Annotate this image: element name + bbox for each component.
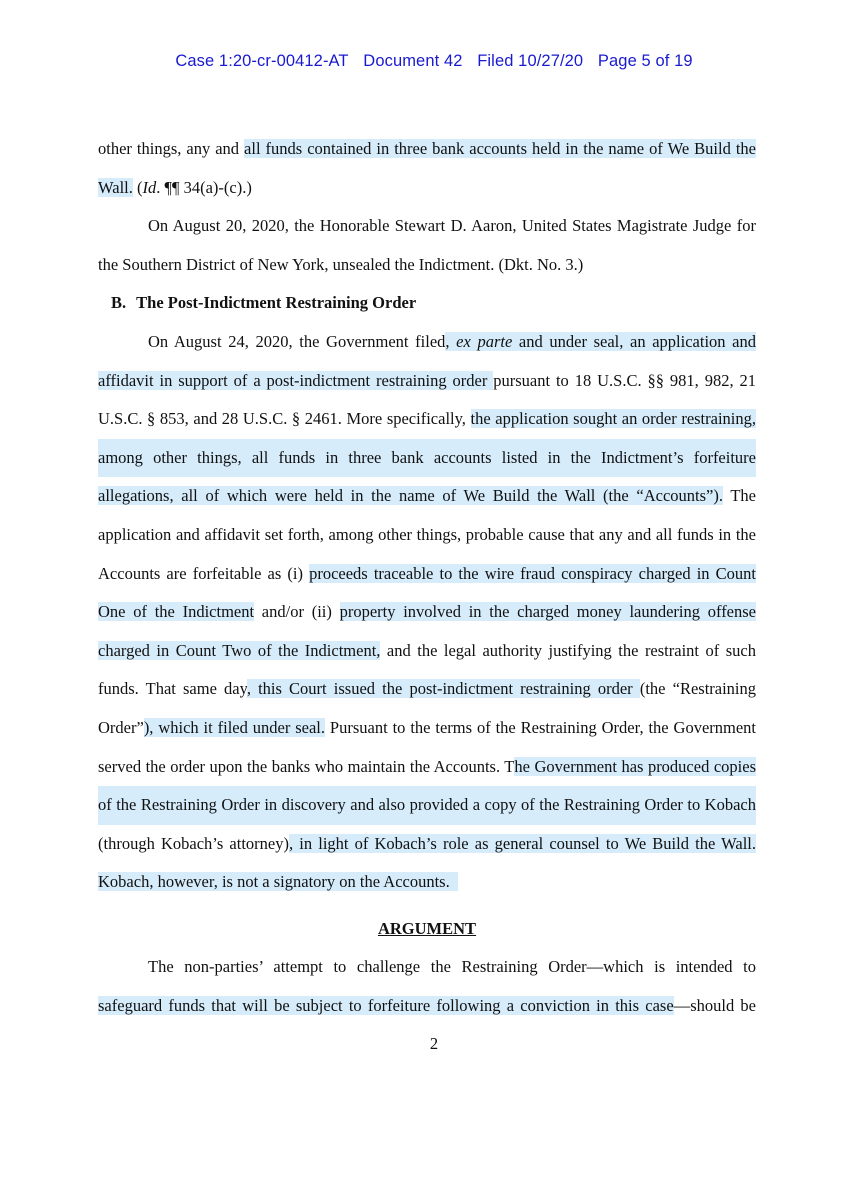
highlighted-text: , ex parte and under seal, an application and	[445, 331, 756, 351]
text-line: One of the Indictment and/or (ii) property involved in the charged money laundering offense	[98, 602, 757, 622]
highlighted-text: the application sought an order restraining,	[470, 409, 757, 429]
text-line: On August 24, 2020, the Government filed, ex parte and under seal, an application and	[148, 331, 756, 351]
highlighted-text: among other things, all funds in three bank accounts listed in the Indictment’s forfeiture	[98, 439, 756, 478]
case-number: Case 1:20-cr-00412-AT	[175, 52, 349, 70]
highlighted-text: he Government has produced copies	[514, 756, 756, 776]
highlighted-text: safeguard funds that will be subject to forfeiture following a conviction in this case	[98, 996, 674, 1016]
document-number: Document 42	[363, 52, 463, 70]
text-line: (through Kobach’s attorney), in light of Kobach’s role as general counsel to We Build the Wall.	[98, 833, 756, 853]
case-header	[0, 52, 868, 71]
highlighted-text: affidavit in support of a post-indictment restraining order	[98, 370, 494, 390]
text-line: The non-parties’ attempt to challenge the Restraining Order—which is intended to	[148, 957, 756, 977]
text-line: safeguard funds that will be subject to forfeiture following a conviction in this case—should be	[98, 996, 756, 1016]
text-line: Order”), which it filed under seal. Pursuant to the terms of the Restraining Order, the Government	[98, 717, 757, 737]
highlighted-text: , in light of Kobach’s role as general counsel to We Build the Wall.	[288, 833, 756, 853]
page-number: 2	[429, 1034, 439, 1053]
highlighted-text: proceeds traceable to the wire fraud conspiracy charged in Count	[309, 563, 756, 583]
highlighted-text: property involved in the charged money laundering offense	[339, 602, 757, 622]
section-heading: B. The Post-Indictment Restraining Order	[111, 293, 417, 313]
highlighted-text: Wall.	[98, 177, 133, 197]
text-line: served the order upon the banks who maintain the Accounts. The Government has produced copies	[98, 756, 756, 776]
text-line: Wall. (Id. ¶¶ 34(a)-(c).)	[98, 177, 252, 197]
highlighted-text: of the Restraining Order in discovery and also provided a copy of the Restraining Order to Kobach	[98, 786, 756, 825]
highlighted-text: ), which it filed under seal.	[143, 717, 326, 737]
text-line: application and affidavit set forth, among other things, probable cause that any and all funds in the	[98, 524, 756, 544]
highlighted-text: allegations, all of which were held in the name of We Build the Wall (the “Accounts”).	[98, 486, 723, 506]
highlighted-text: all funds contained in three bank accounts held in the name of We Build the	[244, 139, 757, 158]
filed-date: Filed 10/27/20	[477, 52, 584, 70]
document-body	[98, 130, 756, 1026]
highlighted-text: , this Court issued the post-indictment restraining order	[246, 679, 640, 699]
text-line: charged in Count Two of the Indictment, and the legal authority justifying the restraint of such	[98, 640, 756, 660]
text-line: other things, any and all funds contained in three bank accounts held in the name of We Build the	[98, 139, 757, 158]
page-indicator: Page 5 of 19	[597, 52, 693, 70]
text-line: Accounts are forfeitable as (i) proceeds traceable to the wire fraud conspiracy charged in Count	[98, 563, 756, 583]
text-line: the Southern District of New York, unsealed the Indictment. (Dkt. No. 3.)	[98, 254, 584, 274]
highlighted-text: charged in Count Two of the Indictment,	[98, 640, 381, 660]
highlighted-text: Kobach, however, is not a signatory on the Accounts.	[98, 872, 458, 892]
text-line	[98, 863, 756, 902]
text-line: affidavit in support of a post-indictment restraining order pursuant to 18 U.S.C. §§ 981, 982, 21	[98, 370, 756, 390]
argument-heading: ARGUMENT	[377, 918, 477, 938]
text-line: On August 20, 2020, the Honorable Stewart D. Aaron, United States Magistrate Judge for	[148, 216, 756, 236]
text-line: U.S.C. § 853, and 28 U.S.C. § 2461. More specifically, the application sought an order restraining,	[98, 409, 757, 429]
text-line: funds. That same day, this Court issued the post-indictment restraining order (the “Restraining	[98, 679, 757, 699]
highlighted-text: One of the Indictment	[98, 602, 255, 622]
text-line: allegations, all of which were held in the name of We Build the Wall (the “Accounts”). The	[98, 486, 756, 506]
